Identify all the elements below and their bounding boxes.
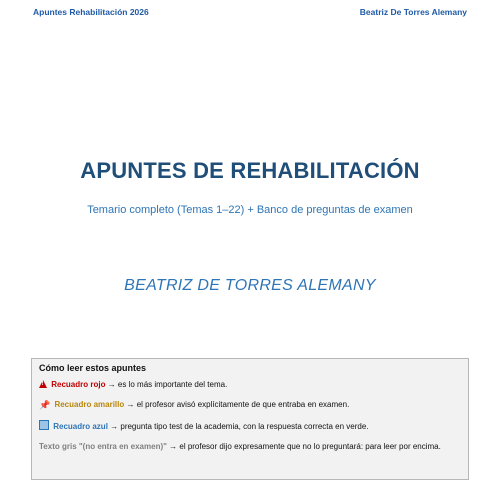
legend-label-blue: Recuadro azul <box>53 422 108 431</box>
document-title: APUNTES DE REHABILITACIÓN <box>80 158 420 183</box>
legend-row-blue <box>39 420 461 432</box>
legend-row-gray <box>39 441 461 452</box>
legend-text-blue: → pregunta tipo test de la academia, con la respuesta correcta en verde. <box>107 422 369 431</box>
pushpin-icon: 📌 <box>39 400 51 410</box>
legend-text-yellow: → el profesor avisó explícitamente de que entraba en examen. <box>124 400 350 409</box>
legend-label-yellow: Recuadro amarillo <box>54 400 125 409</box>
legend-text-red: → es lo más importante del tema. <box>105 380 228 389</box>
legend-label-gray: Texto gris "(no entra en examen)" <box>39 442 167 451</box>
blue-square-icon <box>39 420 49 430</box>
author-name: BEATRIZ DE TORRES ALEMANY <box>124 277 376 294</box>
document-subtitle: Temario completo (Temas 1–22) + Banco de preguntas de examen <box>87 204 413 216</box>
legend-text-gray: → el profesor dijo expresamente que no lo preguntará: para leer por encima. <box>166 442 441 451</box>
header-left-text: Apuntes Rehabilitación 2026 <box>33 7 149 17</box>
reading-guide-box <box>31 358 469 480</box>
header-right-text: Beatriz De Torres Alemany <box>359 7 467 17</box>
legend-row-yellow <box>39 399 461 411</box>
warning-icon <box>39 380 47 388</box>
legend-row-red <box>39 379 461 390</box>
legend-label-red: Recuadro rojo <box>51 380 106 389</box>
reading-guide-title: Cómo leer estos apuntes <box>39 363 147 373</box>
page-header <box>33 7 467 21</box>
